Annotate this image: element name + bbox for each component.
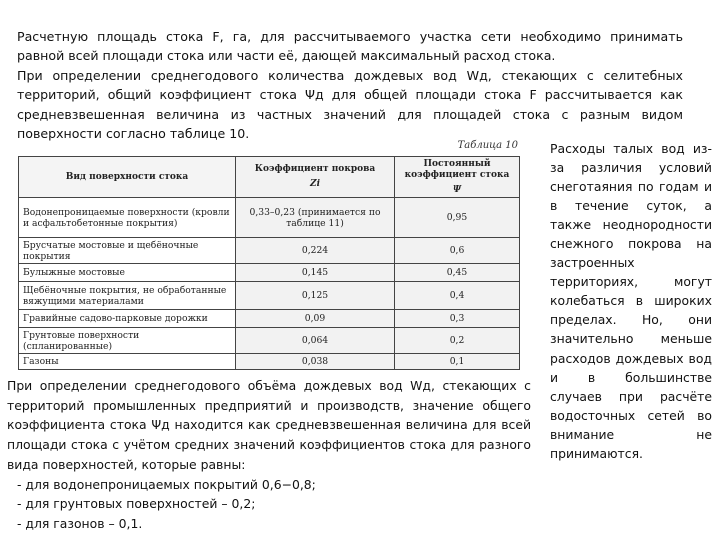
cell-z: 0,125 [236, 282, 395, 310]
runoff-coefficient-table [18, 156, 520, 370]
cell-z: 0,224 [236, 238, 395, 264]
industrial-runoff-text [7, 376, 531, 534]
cell-z: 0,064 [236, 328, 395, 354]
cell-surface: Булыжные мостовые [19, 264, 236, 282]
intro-text [17, 27, 683, 143]
cell-z: 0,038 [236, 354, 395, 370]
cell-psi: 0,6 [395, 238, 520, 264]
cell-surface: Водонепроницаемые поверхности (кровли и асфальтобетонные покрытия) [19, 198, 236, 238]
header-psi-symbol: Ψ [452, 184, 462, 195]
industrial-paragraph: При определении среднегодового объёма дождевых вод Wд, стекающих с территорий промышленных предприятий и производств, значение общего коэффициента стока Ψд находится как средневзвешенная величина для всей площади стока с учётом средних значений коэффициентов стока для разного вида поверхностей, которые равны: [7, 378, 531, 472]
cell-surface: Газоны [19, 354, 236, 370]
list-item: - для водонепроницаемых покрытий 0,6−0,8; [17, 476, 316, 492]
table-row [19, 310, 520, 328]
cell-surface: Брусчатые мостовые и щебёночные покрытия [19, 238, 236, 264]
header-runoff-coefficient: Постоянный коэффициент стока Ψ [395, 157, 520, 198]
table-caption: Таблица 10 [457, 140, 518, 151]
intro-paragraph-coefficient: При определении среднегодового количества дождевых вод Wд, стекающих с селитебных территорий, общий коэффициент стока Ψд для общей площади стока F рассчитывается как средневзвешенная величина из частных значений для площадей стока с разным видом поверхности согласно таблице 10. [17, 67, 683, 142]
cell-z: 0,33–0,23 (принимается по таблице 11) [236, 198, 395, 238]
intro-paragraph-area: Расчетную площадь стока F, га, для рассчитываемого участка сети необходимо принимать равной всей площади стока или части её, дающей максимальный расход стока. [17, 29, 683, 64]
cell-psi: 0,45 [395, 264, 520, 282]
cell-z: 0,145 [236, 264, 395, 282]
table-row [19, 198, 520, 238]
table-row [19, 354, 520, 370]
table-header-row [19, 157, 520, 198]
list-item: - для газонов – 0,1. [17, 515, 143, 531]
cell-psi: 0,2 [395, 328, 520, 354]
cell-psi: 0,4 [395, 282, 520, 310]
header-z-symbol: Zi [310, 179, 320, 189]
table-row [19, 264, 520, 282]
runoff-table-block [18, 140, 520, 370]
table-row [19, 328, 520, 354]
cell-psi: 0,3 [395, 310, 520, 328]
snowmelt-note: Расходы талых вод из-за различия условий снеготаяния по годам и в течение суток, а также неоднородности снежного покрова на застроенных территориях, могут колебаться в широких пределах. Но, они значительно меньше расходов дождевых вод и в большинстве случаев при расчёте водосточных сетей во внимание не принимаются. [550, 141, 712, 461]
cell-psi: 0,95 [395, 198, 520, 238]
table-row [19, 282, 520, 310]
cell-surface: Грунтовые поверхности (спланированные) [19, 328, 236, 354]
cell-surface: Гравийные садово-парковые дорожки [19, 310, 236, 328]
header-surface: Вид поверхности стока [19, 157, 236, 198]
list-item: - для грунтовых поверхностей – 0,2; [17, 496, 256, 512]
header-cover-coefficient: Коэффициент покрова Zi [236, 157, 395, 198]
cell-z: 0,09 [236, 310, 395, 328]
cell-psi: 0,1 [395, 354, 520, 370]
cell-surface: Щебёночные покрытия, не обработанные вяжущими материалами [19, 282, 236, 310]
table-row [19, 238, 520, 264]
